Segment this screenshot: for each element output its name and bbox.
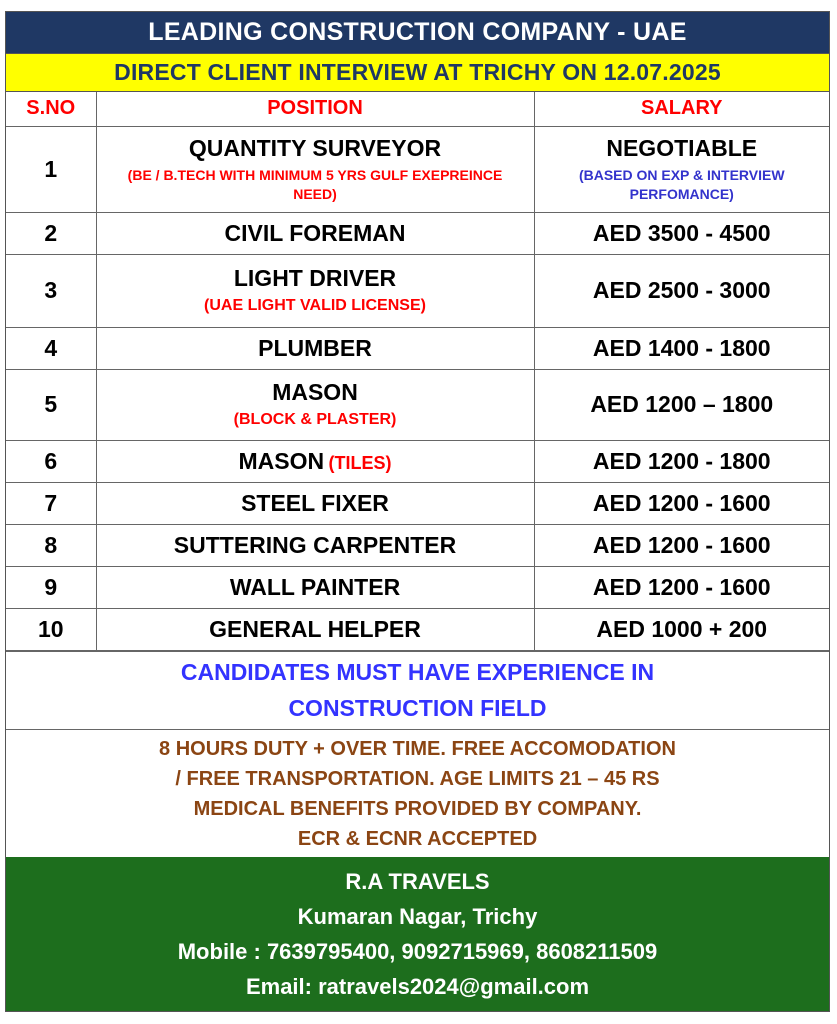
salary-value: AED 1200 - 1800 (534, 440, 829, 482)
position-requirement: (TILES) (328, 452, 392, 473)
requirement-line: CANDIDATES MUST HAVE EXPERIENCE IN (180, 659, 655, 685)
position-title: MASON (238, 447, 325, 474)
position-cell (96, 126, 534, 212)
agency-mobile: Mobile : 7639795400, 9092715969, 8608211509 (177, 939, 658, 964)
terms-line: ECR & ECNR ACCEPTED (297, 827, 538, 850)
table-row (6, 254, 829, 327)
table-row (6, 608, 829, 650)
position-requirement: (BLOCK & PLASTER) (233, 411, 397, 428)
position-title: SUTTERING CARPENTER (96, 524, 534, 566)
table-row (6, 126, 829, 212)
sno-header: S.NO (6, 92, 96, 126)
terms-line: MEDICAL BENEFITS PROVIDED BY COMPANY. (193, 797, 642, 820)
row-number: 4 (6, 327, 96, 369)
salary-value: AED 1200 - 1600 (534, 524, 829, 566)
positions-table (6, 92, 829, 651)
table-row (6, 440, 829, 482)
position-cell (96, 369, 534, 440)
agency-name: R.A TRAVELS (345, 869, 490, 894)
row-number: 9 (6, 566, 96, 608)
salary-value: AED 1200 - 1600 (534, 482, 829, 524)
salary-note: (BASED ON EXP & INTERVIEW PERFOMANCE) (578, 166, 785, 202)
position-title: CIVIL FOREMAN (96, 212, 534, 254)
salary-cell (534, 126, 829, 212)
table-row (6, 327, 829, 369)
position-title: GENERAL HELPER (96, 608, 534, 650)
salary-value: AED 1000 + 200 (534, 608, 829, 650)
position-header: POSITION (96, 92, 534, 126)
salary-header: SALARY (534, 92, 829, 126)
page-title: LEADING CONSTRUCTION COMPANY - UAE (6, 12, 829, 54)
agency-email: Email: ratravels2024@gmail.com (245, 974, 590, 999)
job-advert-sheet (5, 11, 830, 1012)
salary-value: NEGOTIABLE (606, 134, 758, 161)
salary-value: AED 2500 - 3000 (534, 254, 829, 327)
requirement-line: CONSTRUCTION FIELD (288, 695, 547, 721)
salary-value: AED 1200 – 1800 (534, 369, 829, 440)
position-title: PLUMBER (96, 327, 534, 369)
salary-value: AED 1400 - 1800 (534, 327, 829, 369)
terms-line: 8 HOURS DUTY + OVER TIME. FREE ACCOMODATION (159, 737, 676, 760)
table-row (6, 369, 829, 440)
table-row (6, 566, 829, 608)
experience-requirement (6, 651, 829, 730)
position-title: QUANTITY SURVEYOR (188, 134, 442, 161)
row-number: 3 (6, 254, 96, 327)
position-cell (96, 440, 534, 482)
agency-address: Kumaran Nagar, Trichy (297, 904, 538, 929)
interview-banner: DIRECT CLIENT INTERVIEW AT TRICHY ON 12.07.2025 (6, 54, 829, 92)
table-row (6, 524, 829, 566)
table-row (6, 482, 829, 524)
position-title: MASON (272, 379, 358, 405)
position-requirement: (BE / B.TECH WITH MINIMUM 5 YRS GULF EXEPREINCE NEED) (127, 166, 503, 202)
row-number: 10 (6, 608, 96, 650)
row-number: 1 (6, 126, 96, 212)
position-title: STEEL FIXER (96, 482, 534, 524)
employment-terms (6, 730, 829, 858)
salary-value: AED 3500 - 4500 (534, 212, 829, 254)
row-number: 7 (6, 482, 96, 524)
contact-footer (6, 857, 829, 1011)
salary-value: AED 1200 - 1600 (534, 566, 829, 608)
terms-line: / FREE TRANSPORTATION. AGE LIMITS 21 – 45 RS (175, 767, 660, 790)
position-cell (96, 254, 534, 327)
row-number: 2 (6, 212, 96, 254)
table-header-row (6, 92, 829, 126)
table-row (6, 212, 829, 254)
row-number: 6 (6, 440, 96, 482)
row-number: 8 (6, 524, 96, 566)
position-title: LIGHT DRIVER (233, 265, 397, 291)
row-number: 5 (6, 369, 96, 440)
position-requirement: (UAE LIGHT VALID LICENSE) (204, 297, 426, 314)
position-title: WALL PAINTER (96, 566, 534, 608)
